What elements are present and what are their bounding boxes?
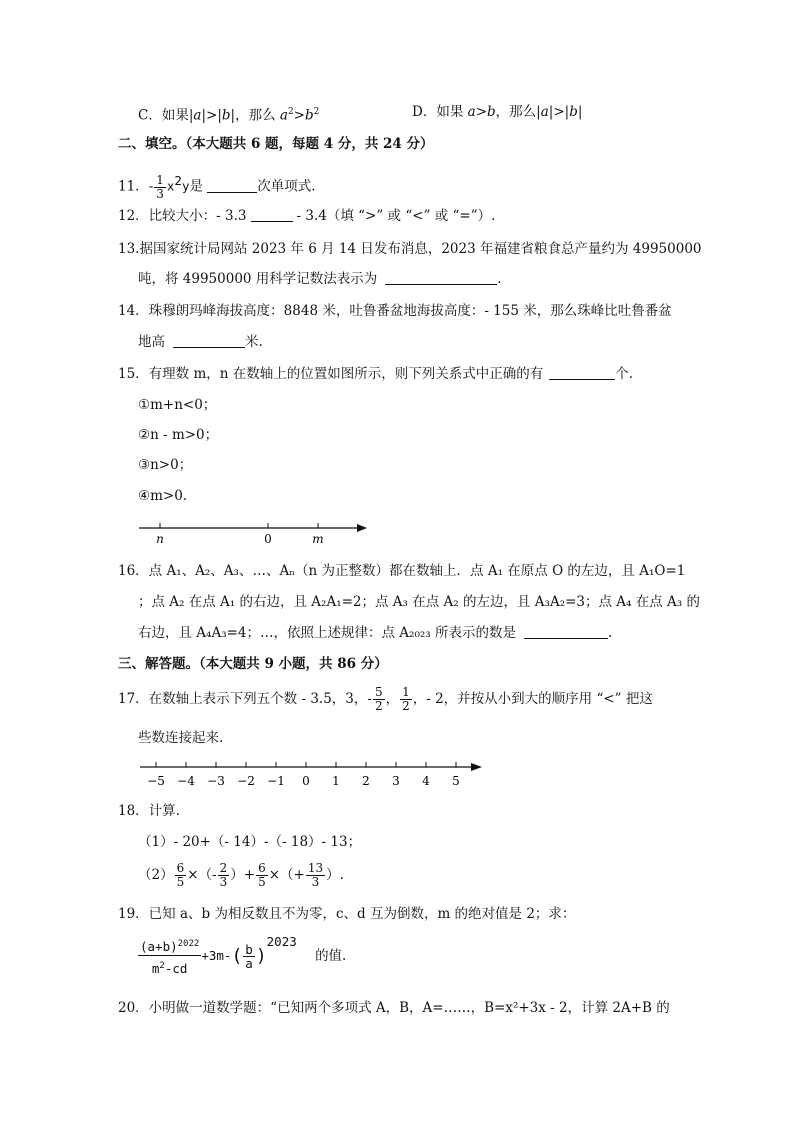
- question-14-line2: 地高 米.: [138, 334, 263, 350]
- tick-label-1: −4: [177, 774, 195, 788]
- tick-label-9: 4: [422, 774, 430, 788]
- label-m: m: [312, 532, 324, 546]
- tick-label-4: −1: [267, 774, 285, 788]
- fraction-1-2: $\frac{1}{2}$: [402, 685, 410, 713]
- question-19-expression: $\frac{(a+b)^{2022}}{m^2-cd}$ +3m-( $\frac{b}{a}$ )$^{2023}$ 的值.: [140, 934, 347, 977]
- section-fill-title: 二、填空。（本大题共 6 题，每题 4 分，共 24 分）: [118, 136, 434, 152]
- question-16-line1: 16．点 A₁、A₂、A₃、…、Aₙ（n 为正整数）都在数轴上．点 A₁ 在原点 O 的左边，且 A₁O=1: [118, 563, 686, 579]
- statement-2: ②n - m>0；: [138, 427, 219, 443]
- tick-label-5: 0: [302, 774, 310, 788]
- question-17-line1: 17．在数轴上表示下列五个数 - 3.5，3，- $\frac{5}{2}$ ， $\frac{1}{2}$ ，- 2，并按从小到大的顺序用 “<” 把这: [118, 685, 653, 713]
- section-answer-title: 三、解答题。（本大题共 9 小题，共 86 分）: [118, 656, 388, 672]
- question-17-line2: 些数连接起来.: [138, 730, 224, 746]
- question-16-line2: ；点 A₂ 在点 A₁ 的右边，且 A₂A₁=2；点 A₃ 在点 A₂ 的左边，且 A₃A₂=3；点 A₄ 在点 A₃ 的: [138, 594, 700, 610]
- option-c: C．如果|a|>|b|，那么 $a^2>b^2$: [138, 107, 320, 124]
- option-d: D．如果 a>b，那么|a|>|b|: [412, 104, 583, 120]
- tick-label-6: 1: [332, 774, 340, 788]
- fraction: $\frac{1}{3}$: [156, 172, 164, 201]
- statement-3: ③n>0；: [138, 457, 193, 473]
- statement-1: ①m+n<0；: [138, 397, 217, 413]
- axis-arrow: [357, 524, 367, 532]
- b-over-a: $\frac{b}{a}$: [245, 942, 253, 971]
- main-fraction: $\frac{(a+b)^{2022}}{m^2-cd}$: [138, 936, 201, 977]
- question-11: 11．- $\frac{1}{3}$ $x^2y$是 次单项式.: [118, 172, 316, 201]
- question-20-line1: 20．小明做一道数学题：“已知两个多项式 A，B，A=……，B=x²+3x - 2，计算 2A+B 的: [118, 1000, 670, 1016]
- number-line-17: [138, 757, 488, 791]
- question-18-part1: （1）- 20+（- 14）-（- 18）- 13；: [138, 834, 362, 850]
- tick-label-0: −5: [147, 774, 165, 788]
- fraction-5-2: $\frac{5}{2}$: [374, 685, 383, 713]
- question-16-line3: 右边，且 A₄A₃=4；…，依照上述规律：点 A₂₀₂₃ 所表示的数是 .: [138, 625, 613, 641]
- answer-blank-15[interactable]: [549, 366, 615, 380]
- question-19-line1: 19．已知 a、b 为相反数且不为零，c、d 互为倒数，m 的绝对值是 2；求：: [118, 906, 576, 922]
- question-18-title: 18．计算.: [118, 803, 180, 819]
- answer-blank-16[interactable]: [524, 625, 608, 639]
- question-13-line1: 13.据国家统计局网站 2023 年 6 月 14 日发布消息，2023 年福建省粮食总产量约为 49950000: [118, 241, 702, 257]
- label-n: n: [156, 532, 164, 546]
- label-0: 0: [264, 532, 272, 546]
- answer-blank-12[interactable]: [251, 208, 293, 222]
- statement-4: ④m>0.: [138, 488, 188, 504]
- answer-blank-11[interactable]: [207, 179, 257, 193]
- tick-label-10: 5: [452, 774, 460, 788]
- axis-arrow: [471, 763, 482, 771]
- number-line-mn: [135, 516, 375, 546]
- answer-blank-14[interactable]: [173, 334, 245, 348]
- tick-label-2: −3: [207, 774, 225, 788]
- tick-label-3: −2: [237, 774, 255, 788]
- question-14-line1: 14．珠穆朗玛峰海拔高度：8848 米，吐鲁番盆地海拔高度：- 155 米，那么珠峰比吐鲁番盆: [118, 303, 672, 319]
- question-15: 15．有理数 m，n 在数轴上的位置如图所示，则下列关系式中正确的有 个.: [118, 366, 634, 382]
- tick-label-7: 2: [362, 774, 370, 788]
- question-12: 12．比较大小：- 3.3 - 3.4（填 “>” 或 “<” 或 “=”）.: [118, 208, 496, 224]
- answer-blank-13[interactable]: [385, 271, 497, 285]
- tick-label-8: 3: [392, 774, 400, 788]
- question-13-line2: 吨，将 49950000 用科学记数法表示为 .: [138, 271, 502, 287]
- question-18-part2: （2） $\frac{6}{5}$ ×（- $\frac{2}{3}$ ）+ $\frac{6}{5}$ ×（+ $\frac{13}{3}$ ）.: [138, 861, 344, 889]
